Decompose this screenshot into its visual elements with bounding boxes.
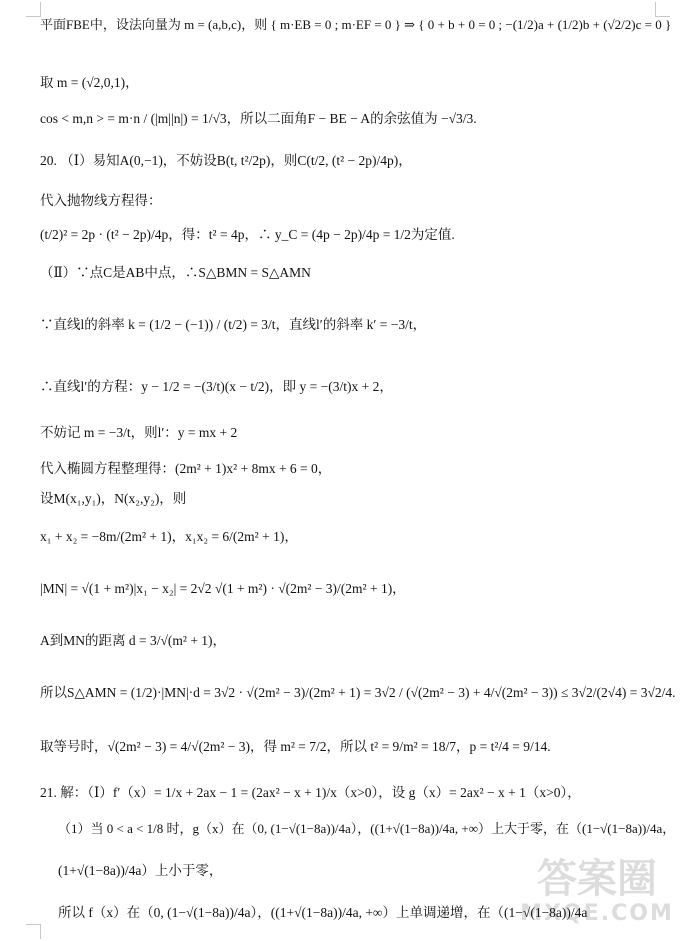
watermark-url: MXQE.COM: [520, 901, 674, 926]
crop-mark-bottom-left: [26, 924, 41, 939]
solution-line-2: 取 m = (√2,0,1)，: [40, 75, 139, 90]
solution-line-18: 21. 解：（Ⅰ）f′（x）= 1/x + 2ax − 1 = (2ax² − x + 1)/x（x>0），设 g（x）= 2ax² − x + 1（x>0），: [40, 785, 581, 800]
solution-line-11: 代入椭圆方程整理得：(2m² + 1)x² + 8mx + 6 = 0，: [40, 461, 332, 476]
solution-line-20: (1+√(1−8a))/4a）上小于零，: [58, 863, 223, 878]
solution-line-16: 所以S△AMN = (1/2)·|MN|·d = 3√2 · √(2m² − 3)/(2m² + 1) = 3√2 / (√(2m² − 3) + 4/√(2m² − 3)) ≤ 3√2/(2√4) = 3√2/4.: [40, 685, 676, 700]
solution-line-7: （Ⅱ）∵点C是AB中点，∴S△BMN = S△AMN: [40, 265, 311, 280]
solution-line-19: （1）当 0 < a < 1/8 时，g（x）在（0, (1−√(1−8a))/4a），((1+√(1−8a))/4a, +∞）上大于零，在（(1−√(1−8a))/4a，: [58, 821, 676, 836]
solution-line-14: |MN| = √(1 + m²)|x₁ − x₂| = 2√2 √(1 + m²) · √(2m² − 3)/(2m² + 1)，: [40, 581, 406, 596]
watermark-logo: [512, 857, 682, 937]
solution-line-15: A到MN的距离 d = 3/√(m² + 1)，: [40, 633, 227, 648]
crop-mark-top-right: [655, 2, 670, 17]
solution-line-17: 取等号时，√(2m² − 3) = 4/√(2m² − 3)，得 m² = 7/2，所以 t² = 9/m² = 18/7，p = t²/4 = 9/14.: [40, 739, 551, 754]
solution-line-21: 所以 f（x）在（0, (1−√(1−8a))/4a），((1+√(1−8a))/4a, +∞）上单调递增，在（(1−√(1−8a))/4a: [58, 905, 588, 920]
solution-line-12: 设M(x₁,y₁)，N(x₂,y₂)，则: [40, 491, 187, 506]
solution-line-5: 代入抛物线方程得：: [40, 193, 162, 208]
solution-line-13: x₁ + x₂ = −8m/(2m² + 1)，x₁x₂ = 6/(2m² + 1)，: [40, 529, 298, 544]
solution-line-9: ∴直线l′的方程：y − 1/2 = −(3/t)(x − t/2)，即 y = −(3/t)x + 2，: [40, 379, 393, 394]
solution-line-4: 20. （Ⅰ）易知A(0,−1)，不妨设B(t, t²/2p)，则C(t/2, (t² − 2p)/4p)，: [40, 153, 412, 168]
crop-mark-top-left: [26, 2, 41, 17]
solution-line-10: 不妨记 m = −3/t，则l′：y = mx + 2: [40, 425, 238, 440]
solution-line-1: 平面FBE中，设法向量为 m = (a,b,c)，则 { m·EB = 0 ; m·EF = 0 } ⇒ { 0 + b + 0 = 0 ; −(1/2)a + (1/2)b + (√2/2)c = 0 }: [40, 17, 672, 32]
solution-line-6: (t/2)² = 2p · (t² − 2p)/4p，得：t² = 4p，∴ y_C = (4p − 2p)/4p = 1/2为定值.: [40, 227, 455, 242]
solution-line-8: ∵直线l的斜率 k = (1/2 − (−1)) / (t/2) = 3/t，直线l′的斜率 k′ = −3/t，: [40, 317, 427, 332]
solution-line-3: cos < m,n > = m·n / (|m||n|) = 1/√3，所以二面角F − BE − A的余弦值为 −√3/3.: [40, 111, 477, 126]
watermark-title: 答案圈: [537, 856, 657, 902]
